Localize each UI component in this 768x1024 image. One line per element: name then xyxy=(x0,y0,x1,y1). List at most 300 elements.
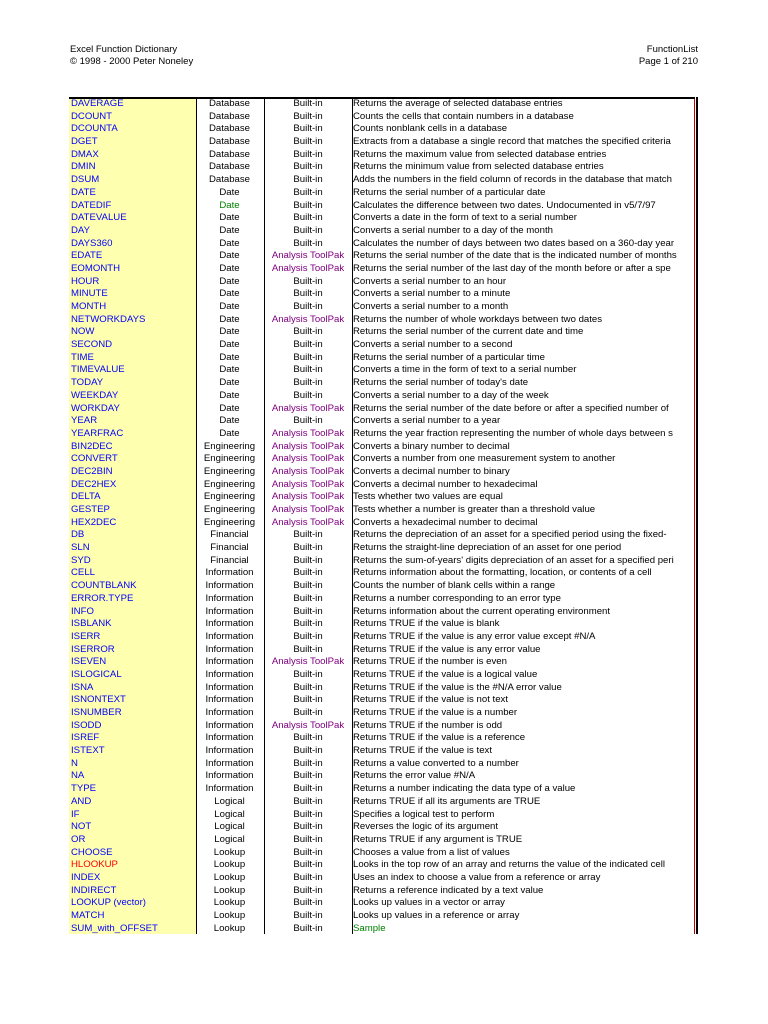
function-name: TIMEVALUE xyxy=(71,364,125,376)
function-type: Built-in xyxy=(293,377,323,389)
function-category: Date xyxy=(219,199,240,211)
table-row xyxy=(69,796,696,809)
table-row xyxy=(69,428,696,441)
function-name: NA xyxy=(71,770,85,782)
function-type: Built-in xyxy=(293,846,323,858)
table-row xyxy=(69,187,696,200)
function-type: Built-in xyxy=(293,275,323,287)
function-category: Date xyxy=(219,301,240,312)
table-row xyxy=(69,403,696,416)
function-name: WORKDAY xyxy=(71,402,120,414)
function-name: YEARFRAC xyxy=(71,427,124,439)
function-description: Counts the cells that contain numbers in a database xyxy=(353,110,574,122)
page-number: Page 1 of 210 xyxy=(638,56,698,67)
table-row xyxy=(69,694,696,707)
function-name: ISERR xyxy=(71,630,101,642)
function-type: Built-in xyxy=(293,98,323,109)
function-type: Built-in xyxy=(293,808,323,820)
function-description: Returns TRUE if the number is even xyxy=(353,656,507,668)
function-type: Built-in xyxy=(293,871,323,883)
function-name: ISNA xyxy=(71,681,94,693)
function-description: Converts a time in the form of text to a serial number xyxy=(353,364,577,376)
function-name: ISREF xyxy=(71,732,100,744)
table-row xyxy=(69,200,696,213)
table-row xyxy=(69,352,696,365)
function-description: Returns TRUE if the value is not text xyxy=(353,694,508,706)
table-row xyxy=(69,263,696,276)
function-name: INDIRECT xyxy=(71,884,117,896)
function-type: Built-in xyxy=(293,389,323,401)
table-row xyxy=(69,276,696,289)
table-row xyxy=(69,555,696,568)
function-description: Reverses the logic of its argument xyxy=(353,821,499,833)
table-row xyxy=(69,479,696,492)
function-description: Converts a serial number to a day of the month xyxy=(353,224,553,236)
function-type: Analysis ToolPak xyxy=(271,453,345,465)
table-row xyxy=(69,238,696,251)
function-description: Specifies a logical test to perform xyxy=(353,808,495,820)
function-category: Information xyxy=(205,770,254,782)
function-type: Analysis ToolPak xyxy=(271,491,345,503)
function-type: Built-in xyxy=(293,605,323,617)
function-category: Date xyxy=(219,262,240,274)
table-row xyxy=(69,618,696,631)
function-description: Returns TRUE if the value is a number xyxy=(353,707,518,718)
function-type: Analysis ToolPak xyxy=(271,427,345,439)
function-description: Tests whether a number is greater than a threshold value xyxy=(353,504,596,515)
function-name: HOUR xyxy=(71,275,100,287)
table-row xyxy=(69,834,696,847)
function-description: Returns TRUE if the value is a reference xyxy=(353,732,526,744)
function-type: Analysis ToolPak xyxy=(271,516,345,528)
function-type: Built-in xyxy=(293,757,323,769)
function-type: Built-in xyxy=(293,821,323,833)
function-type: Built-in xyxy=(293,681,323,693)
function-description: Returns the number of whole workdays between two dates xyxy=(353,313,603,325)
function-name: SYD xyxy=(71,554,91,566)
function-name: INDEX xyxy=(71,871,101,883)
function-type: Built-in xyxy=(293,922,323,934)
function-name: MATCH xyxy=(71,910,105,921)
table-row xyxy=(69,758,696,771)
function-name: HLOOKUP xyxy=(71,859,118,871)
function-description: Returns the year fraction representing the number of whole days between s xyxy=(353,427,673,439)
table-row xyxy=(69,339,696,352)
table-row xyxy=(69,529,696,542)
function-category: Engineering xyxy=(203,516,256,528)
function-type: Built-in xyxy=(293,326,323,338)
function-type: Built-in xyxy=(293,199,323,211)
table-row xyxy=(69,732,696,745)
function-description: Returns a value converted to a number xyxy=(353,757,519,769)
function-type: Analysis ToolPak xyxy=(271,465,345,477)
table-row xyxy=(69,491,696,504)
table-row xyxy=(69,783,696,796)
function-category: Lookup xyxy=(213,922,246,934)
function-category: Information xyxy=(205,630,254,642)
function-name: TIME xyxy=(71,351,94,363)
function-name: SUM_with_OFFSET xyxy=(71,922,158,934)
table-row xyxy=(69,720,696,733)
function-name: SLN xyxy=(71,542,90,554)
function-category: Information xyxy=(205,719,254,731)
function-name: CHOOSE xyxy=(71,846,113,858)
function-category: Engineering xyxy=(203,465,256,477)
function-category: Information xyxy=(205,605,254,617)
function-name: ISNUMBER xyxy=(71,707,122,718)
function-name: NOW xyxy=(71,326,95,338)
function-type: Built-in xyxy=(293,732,323,744)
function-category: Date xyxy=(219,250,240,262)
function-description: Returns information about the formatting, location, or contents of a cell xyxy=(353,567,652,579)
table-row xyxy=(69,250,696,263)
table-row xyxy=(69,161,696,174)
function-description: Converts a serial number to a month xyxy=(353,301,509,312)
function-name: DMAX xyxy=(71,148,99,160)
function-type: Analysis ToolPak xyxy=(271,656,345,668)
function-description: Returns TRUE if the value is the #N/A error value xyxy=(353,681,562,693)
table-row xyxy=(69,377,696,390)
function-description: Returns TRUE if the value is blank xyxy=(353,618,500,630)
function-category: Date xyxy=(219,326,240,338)
table-row xyxy=(69,859,696,872)
function-name: ISNONTEXT xyxy=(71,694,126,706)
function-description: Returns a number corresponding to an error type xyxy=(353,592,561,604)
function-category: Information xyxy=(205,681,254,693)
table-row xyxy=(69,707,696,720)
function-type: Built-in xyxy=(293,897,323,909)
function-description: Returns the depreciation of an asset for a specified period using the fixed- xyxy=(353,529,667,541)
function-category: Date xyxy=(219,377,240,389)
function-category: Date xyxy=(219,389,240,401)
function-type: Built-in xyxy=(293,783,323,795)
function-type: Built-in xyxy=(293,630,323,642)
function-type: Analysis ToolPak xyxy=(271,250,345,262)
function-type: Built-in xyxy=(293,224,323,236)
function-type: Built-in xyxy=(293,795,323,807)
copyright-notice: © 1998 - 2000 Peter Noneley xyxy=(70,56,194,67)
function-type: Built-in xyxy=(293,529,323,541)
function-description: Counts nonblank cells in a database xyxy=(353,123,508,135)
function-name: MINUTE xyxy=(71,288,108,300)
function-name: TYPE xyxy=(71,783,97,795)
function-category: Financial xyxy=(210,554,249,566)
table-row xyxy=(69,517,696,530)
function-name: DEC2HEX xyxy=(71,478,117,490)
function-type: Built-in xyxy=(293,186,323,198)
function-type: Built-in xyxy=(293,136,323,148)
function-description: Returns a number indicating the data type of a value xyxy=(353,783,576,795)
function-name: ISEVEN xyxy=(71,656,107,668)
function-category: Date xyxy=(219,427,240,439)
table-row xyxy=(69,123,696,136)
function-description: Converts a decimal number to hexadecimal xyxy=(353,478,538,490)
table-row xyxy=(69,390,696,403)
table-row xyxy=(69,542,696,555)
table-row xyxy=(69,288,696,301)
function-description: Adds the numbers in the field column of records in the database that match xyxy=(353,174,672,186)
function-category: Date xyxy=(219,275,240,287)
page-header-left xyxy=(70,44,193,68)
function-description: Looks up values in a reference or array xyxy=(353,910,520,921)
function-category: Engineering xyxy=(203,440,256,452)
function-description: Returns the serial number of a particular date xyxy=(353,186,546,198)
function-category: Date xyxy=(219,402,240,414)
function-name: COUNTBLANK xyxy=(71,580,137,592)
function-description: Counts the number of blank cells within a range xyxy=(353,580,556,592)
table-row xyxy=(69,364,696,377)
function-category: Information xyxy=(205,656,254,668)
document-title: Excel Function Dictionary xyxy=(70,44,178,55)
table-row xyxy=(69,910,696,923)
function-description: Returns the serial number of a particular time xyxy=(353,351,545,363)
function-category: Information xyxy=(205,592,254,604)
table-row xyxy=(69,453,696,466)
function-category: Lookup xyxy=(213,859,246,871)
function-name: SECOND xyxy=(71,339,113,351)
page-header-right xyxy=(639,44,698,68)
function-category: Lookup xyxy=(213,846,246,858)
table-row xyxy=(69,567,696,580)
function-category: Information xyxy=(205,643,254,655)
function-description: Returns the serial number of the date that is the indicated number of months xyxy=(353,250,677,262)
function-type: Analysis ToolPak xyxy=(271,313,345,325)
function-name: ISERROR xyxy=(71,643,115,655)
function-category: Date xyxy=(219,237,240,249)
function-description: Chooses a value from a list of values xyxy=(353,846,510,858)
function-name: OR xyxy=(71,833,86,845)
function-name: YEAR xyxy=(71,415,98,427)
function-type: Built-in xyxy=(293,237,323,249)
function-category: Logical xyxy=(214,821,245,833)
function-type: Built-in xyxy=(293,707,323,718)
function-category: Database xyxy=(208,110,251,122)
table-row xyxy=(69,580,696,593)
function-description: Converts a serial number to a second xyxy=(353,339,513,351)
function-type: Built-in xyxy=(293,859,323,871)
function-name: ISBLANK xyxy=(71,618,112,630)
function-category: Financial xyxy=(210,529,249,541)
function-type: Built-in xyxy=(293,174,323,186)
function-category: Information xyxy=(205,567,254,579)
table-row xyxy=(69,301,696,314)
function-description: Returns the serial number of the date before or after a specified number of xyxy=(353,402,669,414)
function-category: Lookup xyxy=(213,871,246,883)
function-name: IF xyxy=(71,808,80,820)
function-category: Database xyxy=(208,148,251,160)
function-description: Returns the sum-of-years' digits depreciation of an asset for a specified peri xyxy=(353,554,674,566)
function-description: Converts a serial number to a day of the week xyxy=(353,389,549,401)
function-description: Returns TRUE if any argument is TRUE xyxy=(353,833,523,845)
table-row xyxy=(69,847,696,860)
table-row xyxy=(69,770,696,783)
table-row xyxy=(69,466,696,479)
function-category: Date xyxy=(219,313,240,325)
function-name: ISODD xyxy=(71,719,102,731)
table-row xyxy=(69,885,696,898)
function-category: Information xyxy=(205,707,254,718)
function-type: Built-in xyxy=(293,770,323,782)
function-category: Logical xyxy=(214,833,245,845)
function-description: Returns the average of selected database entries xyxy=(353,98,563,109)
function-name: ISTEXT xyxy=(71,745,105,757)
function-category: Lookup xyxy=(213,910,246,921)
function-category: Date xyxy=(219,351,240,363)
function-name: DAVERAGE xyxy=(71,98,124,109)
function-type: Built-in xyxy=(293,301,323,312)
table-row xyxy=(69,682,696,695)
function-description: Returns information about the current operating environment xyxy=(353,605,611,617)
table-row xyxy=(69,644,696,657)
function-description: Returns the serial number of the last day of the month before or after a spe xyxy=(353,262,671,274)
function-category: Logical xyxy=(214,808,245,820)
function-name: LOOKUP (vector) xyxy=(71,897,146,909)
function-type: Analysis ToolPak xyxy=(271,440,345,452)
function-type: Built-in xyxy=(293,910,323,921)
function-name: DATEVALUE xyxy=(71,212,127,224)
function-description: Tests whether two values are equal xyxy=(353,491,503,503)
function-description: Returns the minimum value from selected database entries xyxy=(353,161,604,173)
table-row xyxy=(69,212,696,225)
function-category: Date xyxy=(219,364,240,376)
function-type: Built-in xyxy=(293,161,323,173)
function-category: Database xyxy=(208,136,251,148)
function-description: Converts a decimal number to binary xyxy=(353,465,510,477)
function-name: DAY xyxy=(71,224,91,236)
function-category: Information xyxy=(205,732,254,744)
function-type: Built-in xyxy=(293,592,323,604)
function-category: Date xyxy=(219,212,240,224)
function-description: Returns TRUE if all its arguments are TRUE xyxy=(353,795,541,807)
table-row xyxy=(69,923,696,936)
function-description: Sample xyxy=(353,922,386,934)
function-type: Built-in xyxy=(293,542,323,554)
function-type: Built-in xyxy=(293,123,323,135)
table-row xyxy=(69,415,696,428)
function-type: Built-in xyxy=(293,618,323,630)
table-row xyxy=(69,872,696,885)
function-description: Converts a date in the form of text to a serial number xyxy=(353,212,577,224)
function-name: ERROR.TYPE xyxy=(71,592,134,604)
function-category: Lookup xyxy=(213,897,246,909)
function-type: Built-in xyxy=(293,364,323,376)
function-category: Date xyxy=(219,186,240,198)
function-category: Database xyxy=(208,123,251,135)
function-category: Date xyxy=(219,224,240,236)
table-row xyxy=(69,149,696,162)
function-name: DELTA xyxy=(71,491,101,503)
function-description: Converts a serial number to a year xyxy=(353,415,501,427)
table-row xyxy=(69,136,696,149)
function-description: Uses an index to choose a value from a reference or array xyxy=(353,871,601,883)
table-row xyxy=(69,326,696,339)
function-category: Information xyxy=(205,757,254,769)
function-type: Built-in xyxy=(293,668,323,680)
function-description: Returns TRUE if the number is odd xyxy=(353,719,503,731)
function-name: MONTH xyxy=(71,301,107,312)
function-category: Engineering xyxy=(203,478,256,490)
function-name: GESTEP xyxy=(71,504,110,515)
function-description: Converts a serial number to an hour xyxy=(353,275,507,287)
function-name: CONVERT xyxy=(71,453,118,465)
function-name: DCOUNTA xyxy=(71,123,118,135)
function-type: Built-in xyxy=(293,212,323,224)
table-row xyxy=(69,809,696,822)
function-type: Built-in xyxy=(293,643,323,655)
table-row xyxy=(69,593,696,606)
function-name: ISLOGICAL xyxy=(71,668,122,680)
function-category: Date xyxy=(219,415,240,427)
function-type: Built-in xyxy=(293,580,323,592)
function-category: Engineering xyxy=(203,504,256,515)
function-name: DSUM xyxy=(71,174,100,186)
function-type: Built-in xyxy=(293,884,323,896)
function-category: Date xyxy=(219,288,240,300)
function-name: WEEKDAY xyxy=(71,389,119,401)
function-name: CELL xyxy=(71,567,95,579)
function-description: Returns a reference indicated by a text value xyxy=(353,884,544,896)
function-type: Built-in xyxy=(293,554,323,566)
function-type: Built-in xyxy=(293,415,323,427)
function-category: Information xyxy=(205,668,254,680)
function-description: Returns TRUE if the value is any error value xyxy=(353,643,541,655)
function-name: INFO xyxy=(71,605,94,617)
function-description: Converts a hexadecimal number to decimal xyxy=(353,516,538,528)
table-row xyxy=(69,314,696,327)
table-row xyxy=(69,174,696,187)
function-name: EDATE xyxy=(71,250,103,262)
function-type: Built-in xyxy=(293,339,323,351)
function-description: Returns TRUE if the value is a logical value xyxy=(353,668,538,680)
function-category: Date xyxy=(219,339,240,351)
function-description: Converts a serial number to a minute xyxy=(353,288,511,300)
function-category: Lookup xyxy=(213,884,246,896)
function-type: Built-in xyxy=(293,567,323,579)
function-name: DAYS360 xyxy=(71,237,113,249)
function-name: NETWORKDAYS xyxy=(71,313,146,325)
function-description: Looks up values in a vector or array xyxy=(353,897,505,909)
function-name: DATEDIF xyxy=(71,199,112,211)
function-category: Database xyxy=(208,174,251,186)
table-row xyxy=(69,656,696,669)
function-description: Returns the maximum value from selected database entries xyxy=(353,148,607,160)
function-name: NOT xyxy=(71,821,92,833)
function-type: Built-in xyxy=(293,288,323,300)
function-category: Database xyxy=(208,161,251,173)
function-name: HEX2DEC xyxy=(71,516,117,528)
function-category: Information xyxy=(205,580,254,592)
function-type: Analysis ToolPak xyxy=(271,504,345,515)
function-description: Returns the serial number of the current date and time xyxy=(353,326,584,338)
function-name: DGET xyxy=(71,136,98,148)
table-row xyxy=(69,745,696,758)
function-type: Built-in xyxy=(293,351,323,363)
table-row xyxy=(69,669,696,682)
function-name: DATE xyxy=(71,186,96,198)
table-row xyxy=(69,441,696,454)
function-category: Information xyxy=(205,618,254,630)
function-description: Returns TRUE if the value is text xyxy=(353,745,492,757)
function-category: Engineering xyxy=(203,491,256,503)
function-category: Engineering xyxy=(203,453,256,465)
function-name: BIN2DEC xyxy=(71,440,113,452)
function-description: Returns the error value #N/A xyxy=(353,770,476,782)
sheet-name: FunctionList xyxy=(646,44,698,55)
function-description: Looks in the top row of an array and returns the value of the indicated cell xyxy=(353,859,665,871)
function-category: Database xyxy=(208,98,251,109)
table-row xyxy=(69,631,696,644)
table-right-border xyxy=(696,97,698,934)
